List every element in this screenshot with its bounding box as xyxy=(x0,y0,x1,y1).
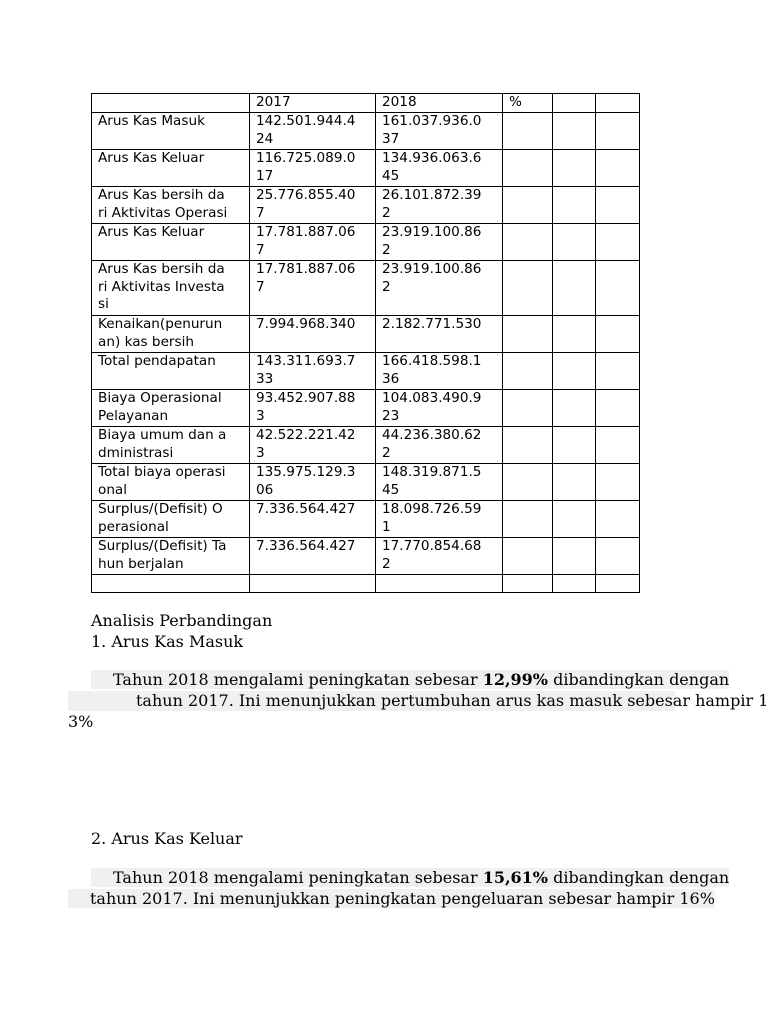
percent-cell xyxy=(503,353,553,390)
value-2017-cell: 142.501.944.4 24 xyxy=(250,113,376,150)
section-1-line-1 xyxy=(91,670,729,690)
empty-cell xyxy=(596,390,640,427)
row-label-cell: Surplus/(Defisit) Ta hun berjalan xyxy=(92,538,250,575)
header-cell-2018: 2018 xyxy=(376,94,503,113)
value-2018-cell: 26.101.872.39 2 xyxy=(376,187,503,224)
section-1-line-2: tahun 2017. Ini menunjukkan pertumbuhan arus kas masuk sebesar hampir 1 xyxy=(68,691,675,711)
section-2-percent: 15,61% xyxy=(482,868,548,887)
header-cell-2017: 2017 xyxy=(250,94,376,113)
empty-cell xyxy=(596,224,640,261)
empty-cell xyxy=(553,390,596,427)
empty-cell xyxy=(553,261,596,316)
cashflow-table-body xyxy=(92,94,640,593)
value-2018-cell: 23.919.100.86 2 xyxy=(376,261,503,316)
value-2017-cell: 25.776.855.40 7 xyxy=(250,187,376,224)
value-2017-cell: 7.994.968.340 xyxy=(250,316,376,353)
empty-cell xyxy=(596,316,640,353)
section-1-percent: 12,99% xyxy=(482,670,548,689)
table-row xyxy=(92,261,640,316)
empty-cell xyxy=(553,187,596,224)
header-cell-empty xyxy=(596,94,640,113)
percent-cell xyxy=(503,261,553,316)
empty-cell xyxy=(553,501,596,538)
section-2-line-2-wrap xyxy=(68,889,715,909)
empty-cell xyxy=(596,150,640,187)
value-2018-cell: 166.418.598.1 36 xyxy=(376,353,503,390)
empty-cell xyxy=(553,113,596,150)
value-2017-cell: 17.781.887.06 7 xyxy=(250,261,376,316)
value-2017-cell xyxy=(250,575,376,593)
value-2018-cell: 44.236.380.62 2 xyxy=(376,427,503,464)
section-2-line-1 xyxy=(91,868,729,888)
table-row xyxy=(92,390,640,427)
percent-cell xyxy=(503,538,553,575)
value-2017-cell: 143.311.693.7 33 xyxy=(250,353,376,390)
empty-cell xyxy=(553,538,596,575)
row-label-cell: Surplus/(Defisit) O perasional xyxy=(92,501,250,538)
empty-cell xyxy=(553,150,596,187)
value-2018-cell: 17.770.854.68 2 xyxy=(376,538,503,575)
value-2017-cell: 93.452.907.88 3 xyxy=(250,390,376,427)
percent-cell xyxy=(503,390,553,427)
section-1-line-1-pre: Tahun 2018 mengalami peningkatan sebesar xyxy=(113,670,483,689)
section-1-line-3: 3% xyxy=(68,712,94,731)
table-row xyxy=(92,464,640,501)
empty-cell xyxy=(596,427,640,464)
row-label-cell xyxy=(92,575,250,593)
table-row xyxy=(92,113,640,150)
table-row xyxy=(92,501,640,538)
value-2018-cell: 18.098.726.59 1 xyxy=(376,501,503,538)
row-label-cell: Arus Kas bersih da ri Aktivitas Operasi xyxy=(92,187,250,224)
section-2-line-1-text xyxy=(91,868,729,887)
empty-cell xyxy=(553,575,596,593)
percent-cell xyxy=(503,427,553,464)
percent-cell xyxy=(503,464,553,501)
section-1-heading: 1. Arus Kas Masuk xyxy=(91,632,244,651)
section-1-line-1-post: dibandingkan dengan xyxy=(548,670,730,689)
empty-cell xyxy=(596,187,640,224)
table-row xyxy=(92,187,640,224)
table-row xyxy=(92,575,640,593)
value-2017-cell: 17.781.887.06 7 xyxy=(250,224,376,261)
empty-cell xyxy=(596,353,640,390)
percent-cell xyxy=(503,224,553,261)
value-2017-cell: 116.725.089.0 17 xyxy=(250,150,376,187)
empty-cell xyxy=(596,538,640,575)
row-label-cell: Arus Kas Keluar xyxy=(92,150,250,187)
value-2018-cell: 161.037.936.0 37 xyxy=(376,113,503,150)
empty-cell xyxy=(553,316,596,353)
header-cell-empty xyxy=(553,94,596,113)
section-1-line-1-text xyxy=(91,670,729,689)
row-label-cell: Arus Kas Keluar xyxy=(92,224,250,261)
value-2018-cell: 134.936.063.6 45 xyxy=(376,150,503,187)
section-2-heading: 2. Arus Kas Keluar xyxy=(91,829,243,848)
empty-cell xyxy=(596,464,640,501)
empty-cell xyxy=(553,353,596,390)
empty-cell xyxy=(596,575,640,593)
row-label-cell: Biaya umum dan a dministrasi xyxy=(92,427,250,464)
row-label-cell: Kenaikan(penurun an) kas bersih xyxy=(92,316,250,353)
row-label-cell: Total pendapatan xyxy=(92,353,250,390)
table-row xyxy=(92,224,640,261)
empty-cell xyxy=(596,261,640,316)
percent-cell xyxy=(503,501,553,538)
value-2018-cell xyxy=(376,575,503,593)
section-2-line-2: tahun 2017. Ini menunjukkan peningkatan pengeluaran sebesar hampir 16% xyxy=(68,889,715,908)
analysis-title: Analisis Perbandingan xyxy=(91,611,273,630)
table-row xyxy=(92,538,640,575)
value-2017-cell: 7.336.564.427 xyxy=(250,538,376,575)
row-label-cell: Arus Kas bersih da ri Aktivitas Investa si xyxy=(92,261,250,316)
value-2017-cell: 7.336.564.427 xyxy=(250,501,376,538)
table-row xyxy=(92,427,640,464)
header-cell-label xyxy=(92,94,250,113)
percent-cell xyxy=(503,113,553,150)
empty-cell xyxy=(553,427,596,464)
percent-cell xyxy=(503,187,553,224)
value-2017-cell: 42.522.221.42 3 xyxy=(250,427,376,464)
empty-cell xyxy=(596,501,640,538)
table-row xyxy=(92,353,640,390)
table-row xyxy=(92,150,640,187)
empty-cell xyxy=(596,113,640,150)
row-label-cell: Arus Kas Masuk xyxy=(92,113,250,150)
section-2-line-1-post: dibandingkan dengan xyxy=(548,868,730,887)
percent-cell xyxy=(503,575,553,593)
percent-cell xyxy=(503,150,553,187)
table-row xyxy=(92,316,640,353)
cashflow-table xyxy=(91,93,640,593)
value-2018-cell: 148.319.871.5 45 xyxy=(376,464,503,501)
section-2-line-1-pre: Tahun 2018 mengalami peningkatan sebesar xyxy=(113,868,483,887)
empty-cell xyxy=(553,464,596,501)
empty-cell xyxy=(553,224,596,261)
value-2018-cell: 104.083.490.9 23 xyxy=(376,390,503,427)
value-2018-cell: 2.182.771.530 xyxy=(376,316,503,353)
value-2018-cell: 23.919.100.86 2 xyxy=(376,224,503,261)
value-2017-cell: 135.975.129.3 06 xyxy=(250,464,376,501)
header-cell-percent: % xyxy=(503,94,553,113)
row-label-cell: Biaya Operasional Pelayanan xyxy=(92,390,250,427)
row-label-cell: Total biaya operasi onal xyxy=(92,464,250,501)
table-header-row xyxy=(92,94,640,113)
percent-cell xyxy=(503,316,553,353)
